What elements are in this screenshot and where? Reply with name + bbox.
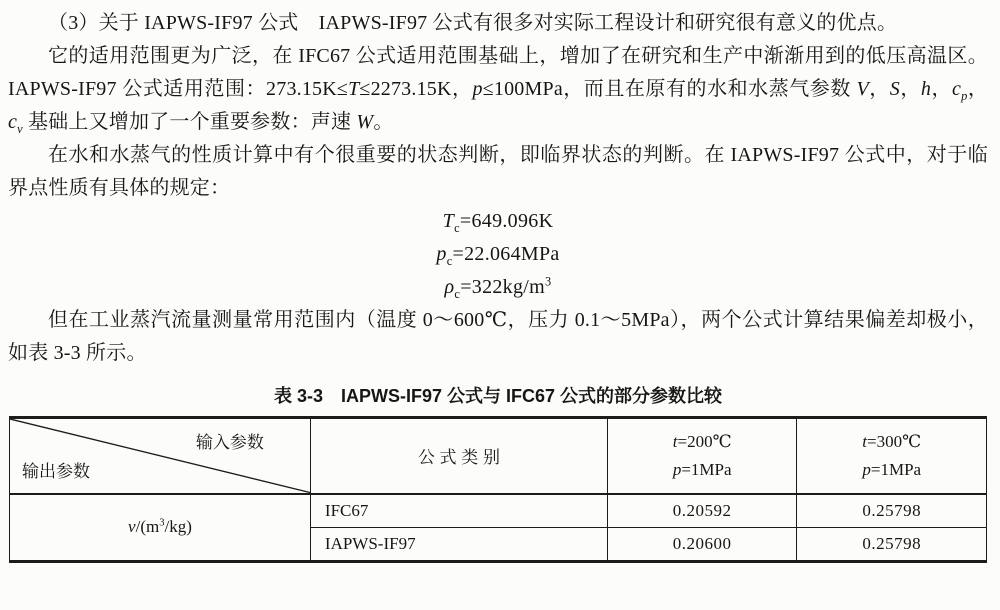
value-cell-iapws-300c: 0.25798 (797, 528, 987, 562)
input-params-label: 输入参数 (195, 433, 264, 452)
table-row-ifc67 (10, 494, 987, 528)
diagonal-header-cell (10, 418, 311, 494)
equation-critical-density: $\rho_c=322kg/m^3$ (444, 274, 552, 301)
condition-200c-pressure: p=1MPa (672, 459, 732, 479)
comparison-table (9, 416, 987, 563)
formula-name-cell: IAPWS-IF97 (310, 528, 607, 562)
table-caption: 表 3-3 IAPWS-IF97 公式与 IFC67 公式的部分参数比较 (273, 386, 723, 406)
value-cell-iapws-200c: 0.20600 (607, 528, 797, 562)
equation-critical-pressure: $p_c=22.064MPa$ (436, 243, 560, 268)
paragraph-application-range: 它的适用范围更为广泛，在 IFC67 公式适用范围基础上，增加了在研究和生产中渐渐用到的低压高温区。IAPWS-IF97 公式适用范围：273.15K≤T≤2273.15K，p≤100MPa，而且在原有的水和水蒸气参数 V，S，h，$c_p$，$c_v$ 基础上又增加了一个重要参数：声速 W。 (8, 45, 989, 136)
critical-point-equations (8, 205, 988, 304)
value-cell-ifc67-300c: 0.25798 (797, 494, 987, 528)
paragraph-critical-state: 在水和水蒸气的性质计算中有个很重要的状态判断，即临界状态的判断。在 IAPWS-IF97 公式中，对于临界点性质有具体的规定： (8, 144, 988, 199)
condition-200c-header-cell (607, 418, 797, 494)
condition-200c-temperature: t=200℃ (672, 431, 732, 451)
condition-300c-pressure: p=1MPa (862, 459, 922, 479)
value-cell-ifc67-200c: 0.20592 (607, 494, 797, 528)
formula-name-cell: IFC67 (310, 494, 607, 528)
formula-type-header-cell: 公 式 类 别 (310, 418, 607, 494)
paragraph-intro: （3）关于 IAPWS-IF97 公式 IAPWS-IF97 公式有很多对实际工程设计和研究很有意义的优点。 (48, 12, 898, 34)
paragraph-deviation: 但在工业蒸汽流量测量常用范围内（温度 0～600℃，压力 0.1～5MPa），两个公式计算结果偏差却极小，如表 3-3 所示。 (8, 309, 988, 364)
table-header-row (10, 418, 987, 494)
condition-300c-header-cell (797, 418, 987, 494)
output-params-label: 输出参数 (22, 461, 90, 481)
equation-critical-temperature: $T_c=649.096K$ (442, 210, 554, 235)
condition-300c-temperature: t=300℃ (862, 431, 922, 451)
specific-volume-row-label: $v/(m^3/kg)$ (10, 494, 311, 562)
